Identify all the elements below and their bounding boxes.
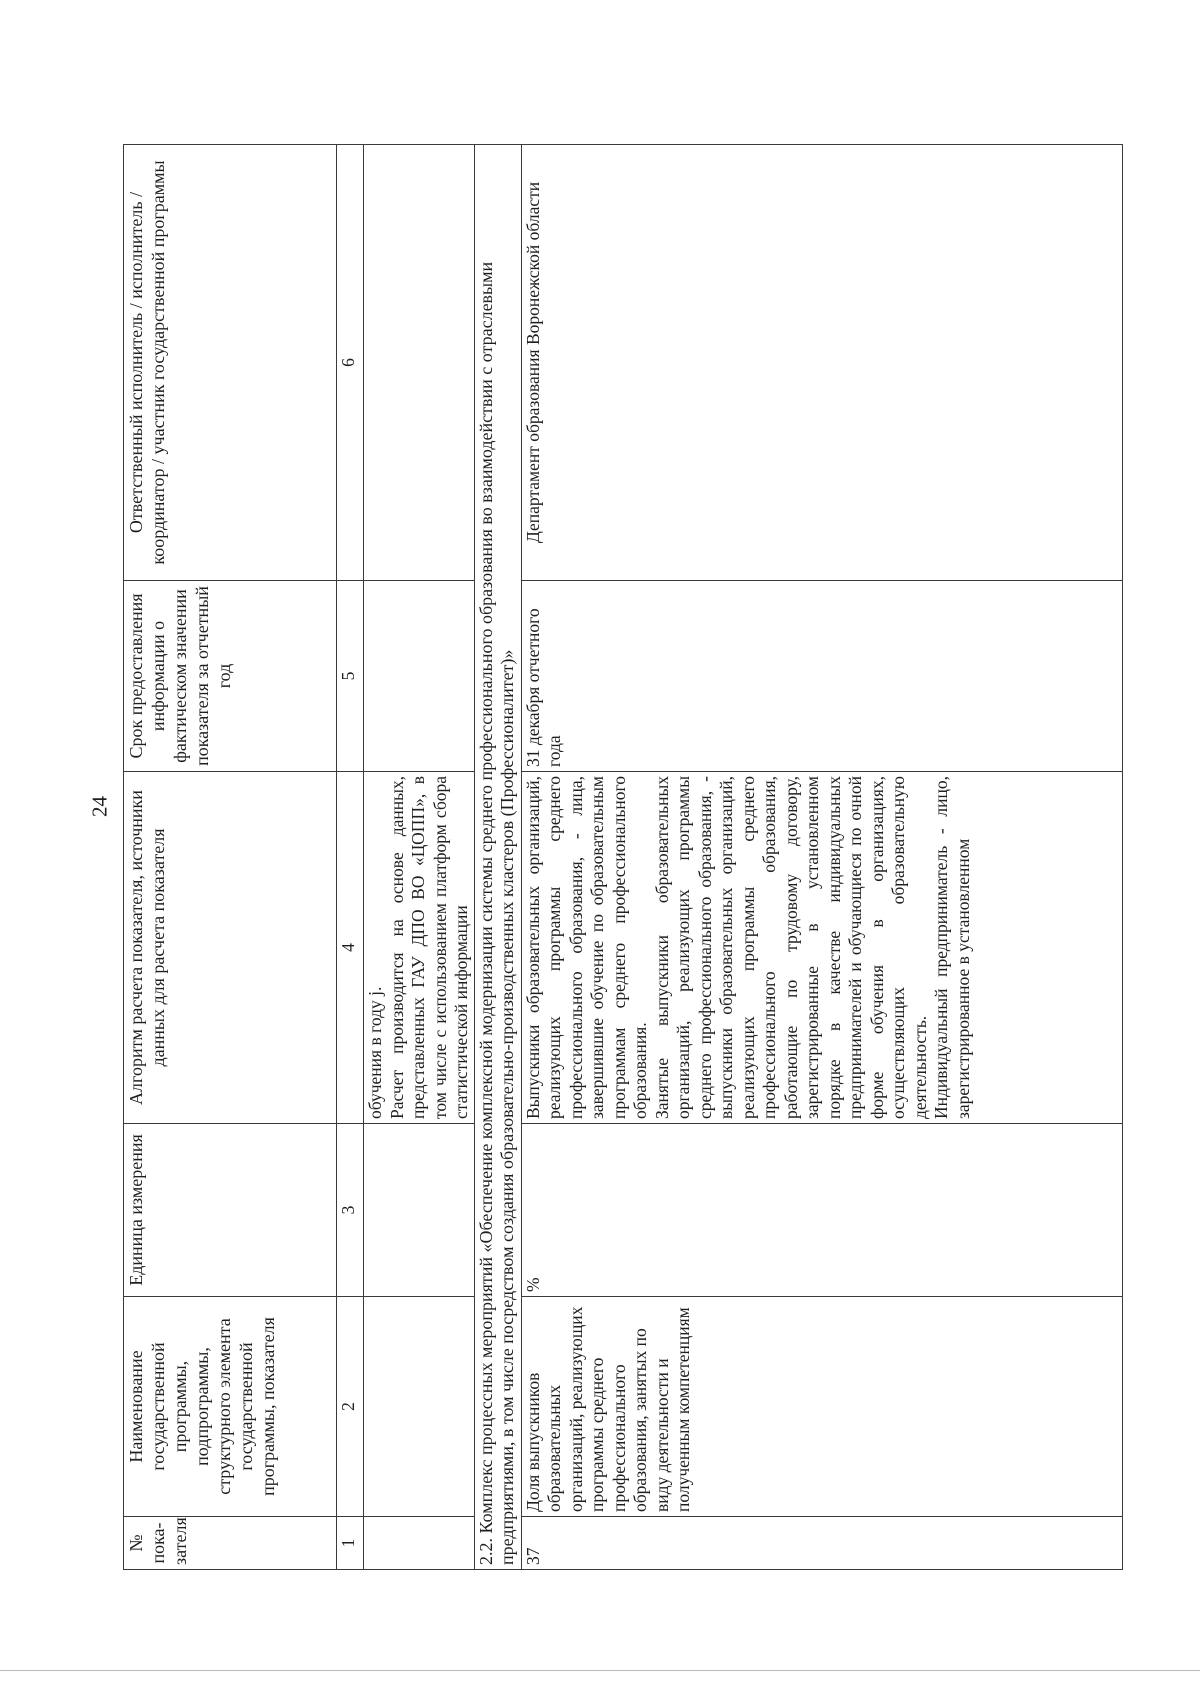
header-cell-name: Наименование государственной программы, подпрограммы, структурного элемента государственной программы, показателя [124, 1297, 337, 1517]
column-number-row [337, 145, 364, 1570]
empty-cell [364, 1297, 475, 1517]
row-number: 37 [521, 1517, 1122, 1570]
empty-cell [364, 145, 475, 581]
rotated-table-container [123, 145, 1125, 1570]
empty-cell [364, 1124, 475, 1297]
column-number: 5 [337, 581, 364, 772]
column-number: 6 [337, 145, 364, 581]
scan-bottom-edge [0, 1670, 1200, 1671]
row-responsible: Департамент образования Воронежской области [521, 145, 1122, 581]
row-deadline: 31 декабря отчетного года [521, 581, 1122, 772]
header-cell-deadline: Срок предоставления информации о фактическом значении показателя за отчетный год [124, 581, 337, 772]
header-cell-algorithm: Алгоритм расчета показателя, источники данных для расчета показателя [124, 772, 337, 1124]
row-unit: % [521, 1124, 1122, 1297]
algorithm-paragraph: Занятые выпускники образовательных организаций, реализующих программы среднего профессионального образования, - выпускники образовательных организаций, реализующих программы среднего профессионального образования, работающие по трудовому договору, зарегистрированные в установленном порядке в качестве индивидуальных предпринимателей и обучающиеся по очной форме обучения в организациях, осуществляющих образовательную деятельность. [651, 776, 930, 1119]
header-cell-number: № пока-зателя [124, 1517, 337, 1570]
row-algorithm-cell [521, 772, 1122, 1124]
table-header-row [124, 145, 337, 1570]
column-number: 4 [337, 772, 364, 1124]
empty-cell [364, 1517, 475, 1570]
page-number: 24 [87, 796, 112, 817]
indicator-table [123, 144, 1123, 1570]
algorithm-paragraph: Выпускники образовательных организаций, реализующих программы среднего профессионального образования, - лица, завершившие обучение по образовательным программам среднего профессионального образования. [522, 776, 650, 1119]
header-cell-responsible: Ответственный исполнитель / исполнитель / координатор / участник государственной программы [124, 145, 337, 581]
row-indicator-name: Доля выпускников образовательных организаций, реализующих программы среднего профессионального образования, занятых по виду деятельности и полученным компетенциям [521, 1297, 1122, 1517]
section-title: 2.2. Комплекс процессных мероприятий «Обеспечение комплексной модернизации системы среднего профессионального образования во взаимодействии с отраслевыми предприятиями, в том числе посредством создания образовательно-производственных кластеров (Профессионалитет)» [474, 145, 521, 1570]
column-number: 1 [337, 1517, 364, 1570]
column-number: 3 [337, 1124, 364, 1297]
continuation-algorithm-line: обучения в году j. [365, 986, 385, 1119]
table-row [521, 145, 1122, 1570]
algorithm-paragraph: Индивидуальный предприниматель - лицо, зарегистрированное в установленном [931, 776, 973, 1119]
section-row [474, 145, 521, 1570]
column-number: 2 [337, 1297, 364, 1517]
empty-cell [364, 581, 475, 772]
header-cell-unit: Единица измерения [124, 1124, 337, 1297]
continuation-row [364, 145, 475, 1570]
continuation-algorithm-text: Расчет производится на основе данных, представленных ГАУ ДПО ВО «ЦОПП», в том числе с использованием платформ сбора статистической информации [386, 776, 471, 1119]
continuation-algorithm-cell [364, 772, 475, 1124]
